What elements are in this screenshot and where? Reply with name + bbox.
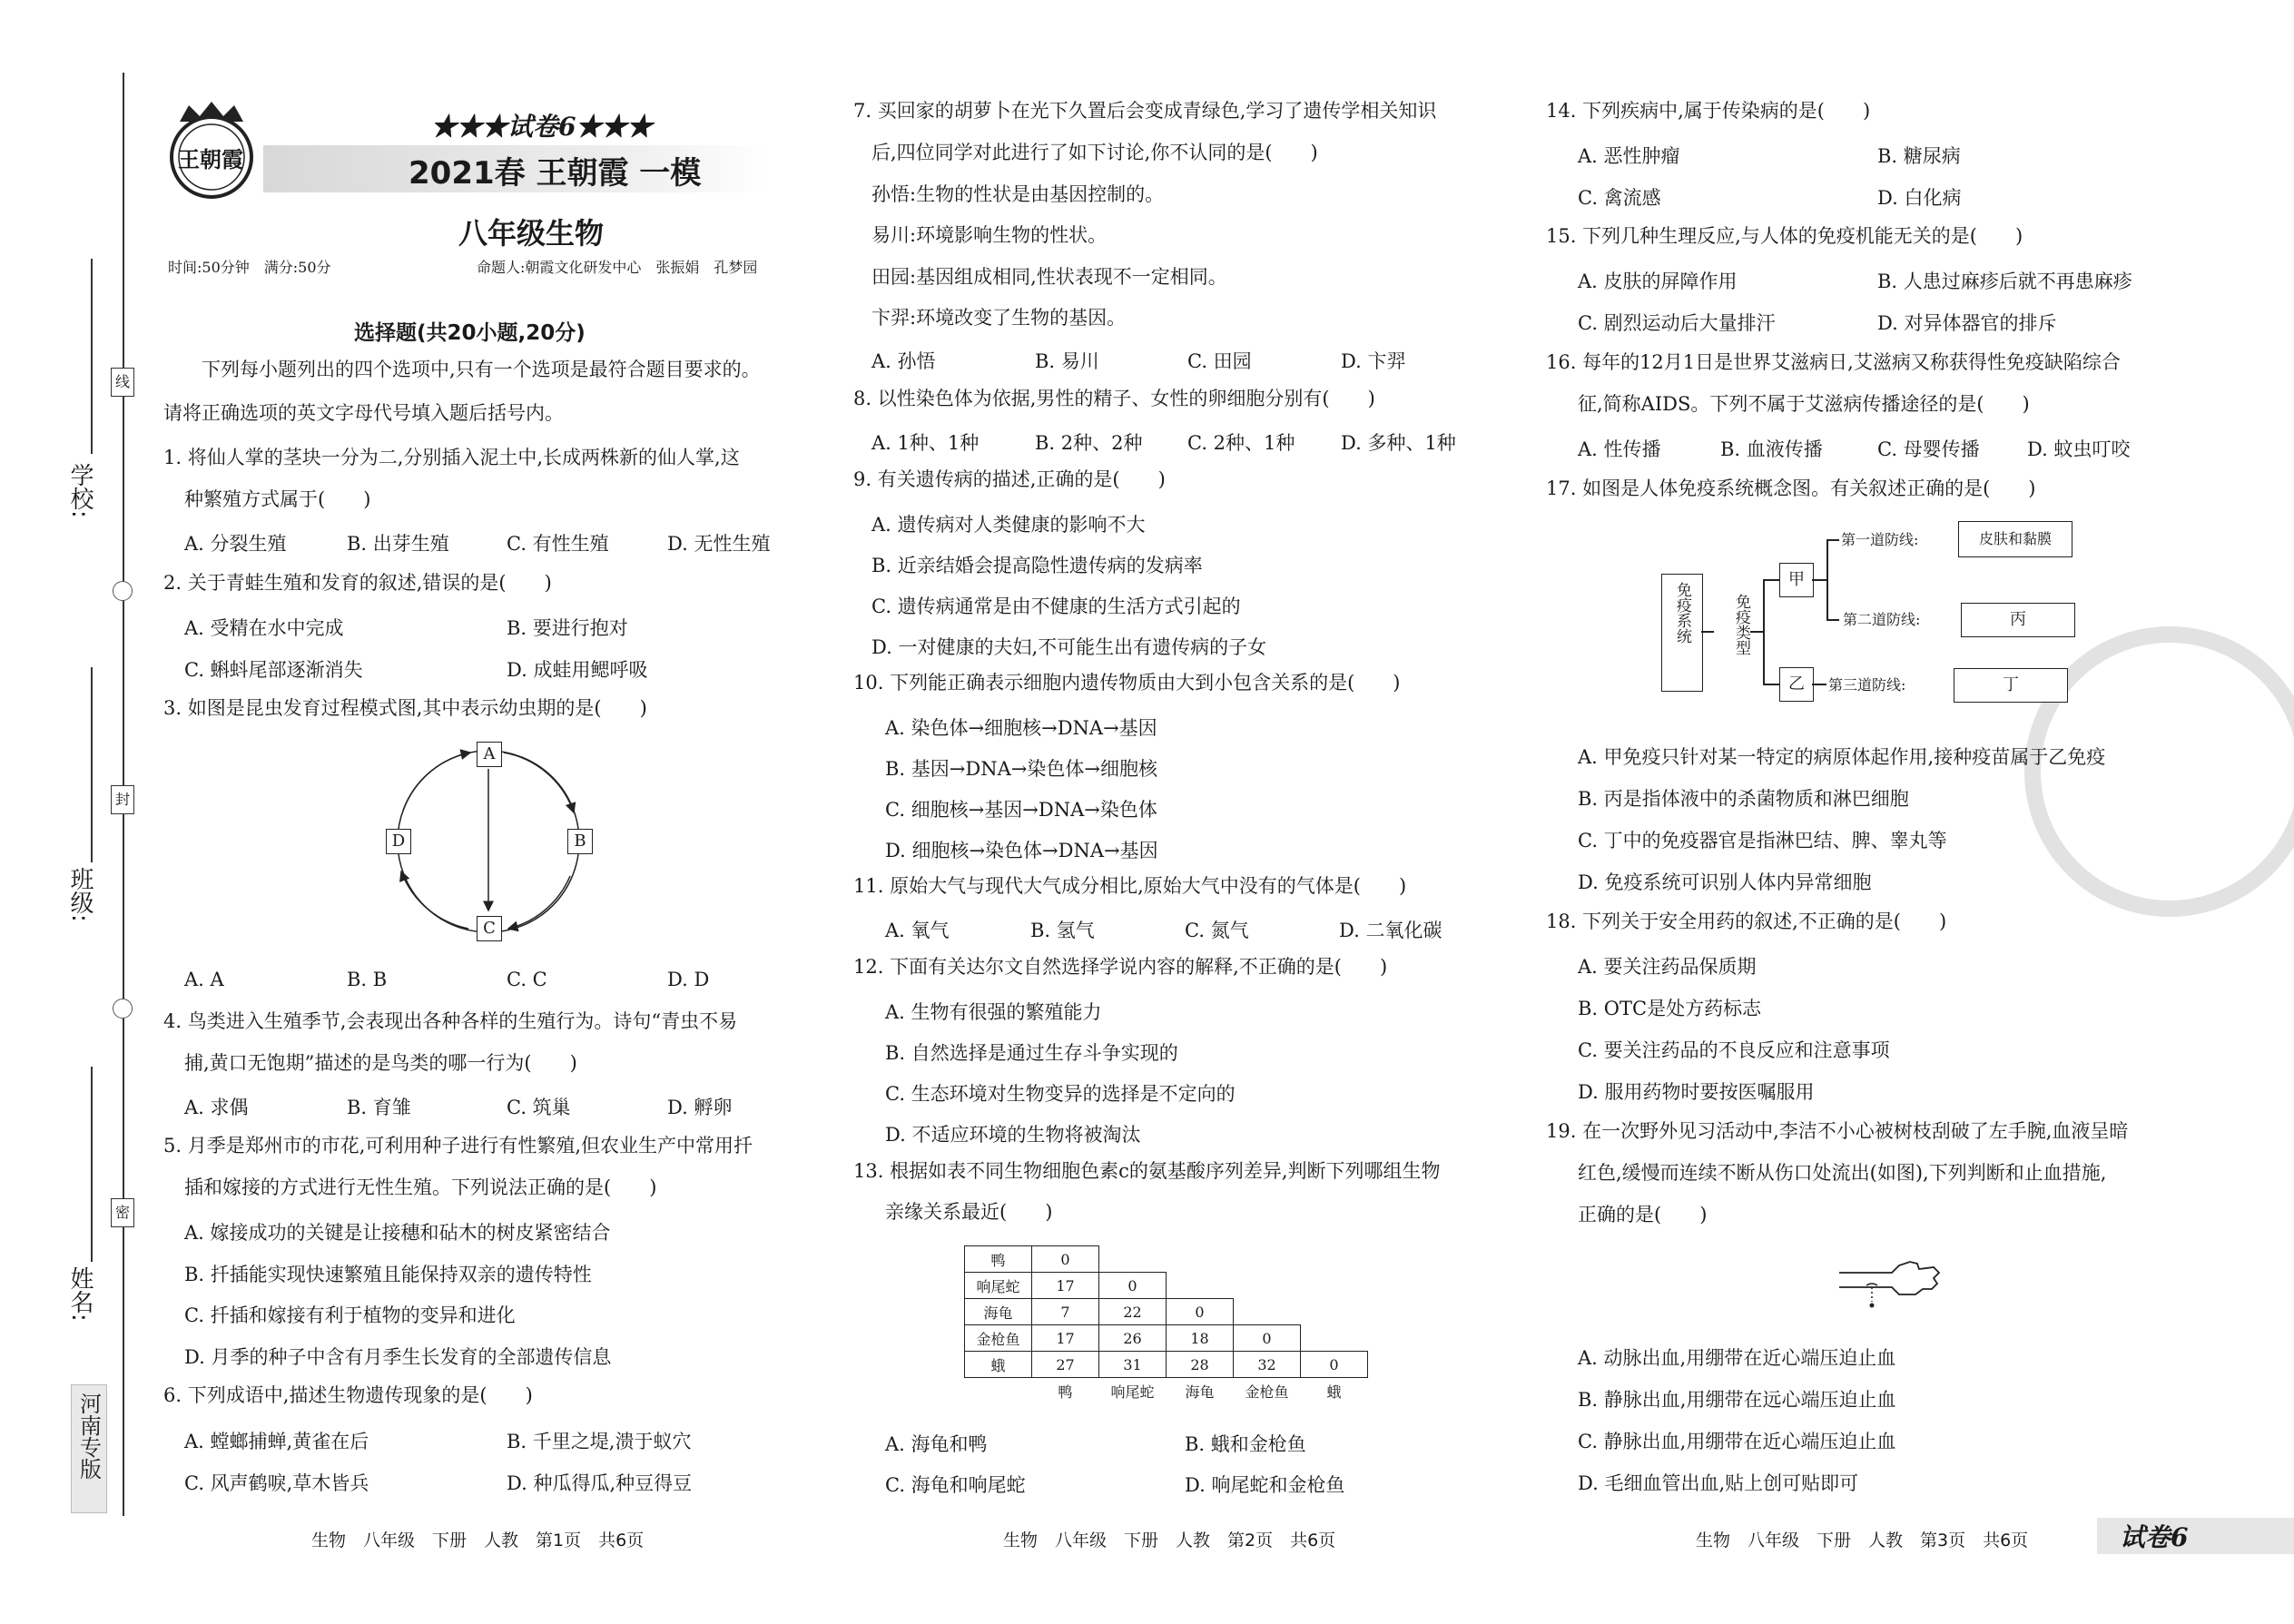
question-2-option-d[interactable]: D. 成蛙用鳃呼吸 — [507, 659, 648, 681]
question-14-option-a[interactable]: A. 恶性肿瘤 — [1578, 145, 1680, 167]
question-11-line-1: 11. 原始大气与现代大气成分相比,原始大气中没有的气体是( ) — [853, 875, 1407, 897]
question-7-line-1: 7. 买回家的胡萝卜在光下久置后会变成青绿色,学习了遗传学相关知识 — [853, 100, 1437, 122]
binding-mark-3: 密 — [111, 1198, 134, 1227]
question-12-option-c[interactable]: C. 生态环境对生物变异的选择是不定向的 — [885, 1083, 1236, 1105]
question-6-option-b[interactable]: B. 千里之堤,溃于蚁穴 — [507, 1431, 692, 1452]
question-5-option-a[interactable]: A. 嫁接成功的关键是让接穗和砧木的树皮紧密结合 — [184, 1222, 611, 1244]
question-16-option-c[interactable]: C. 母婴传播 — [1877, 438, 1980, 460]
school-label: 学校: — [66, 463, 94, 518]
question-18-option-c[interactable]: C. 要关注药品的不良反应和注意事项 — [1578, 1039, 1890, 1061]
question-7-option-c[interactable]: C. 田园 — [1187, 350, 1252, 372]
instructions-line-1: 下列每小题列出的四个选项中,只有一个选项是最符合题目要求的。 — [163, 359, 761, 380]
row-header: 鸭 — [965, 1246, 1032, 1273]
cycle-node-b: B — [567, 829, 593, 854]
question-16-option-a[interactable]: A. 性传播 — [1578, 438, 1661, 460]
defense-line-1-label: 第一道防线: — [1841, 531, 1919, 548]
section-title: 选择题(共20小题,20分) — [354, 321, 586, 345]
binding-mark-2: 封 — [111, 785, 134, 814]
yi-box: 乙 — [1779, 667, 1814, 702]
column-label: 金枪鱼 — [1245, 1383, 1289, 1401]
question-18-option-b[interactable]: B. OTC是处方药标志 — [1578, 998, 1762, 1019]
question-1-option-a[interactable]: A. 分裂生殖 — [184, 533, 287, 555]
question-17-option-a[interactable]: A. 甲免疫只针对某一特定的病原体起作用,接种疫苗属于乙免疫 — [1578, 746, 2106, 768]
question-10-line-1: 10. 下列能正确表示细胞内遗传物质由大到小包含关系的是( ) — [853, 672, 1401, 694]
question-16-option-d[interactable]: D. 蚊虫叮咬 — [2027, 438, 2131, 460]
exam-title: 2021春 王朝霞 一模 — [409, 155, 702, 192]
question-9-option-a[interactable]: A. 遗传病对人类健康的影响不大 — [871, 514, 1146, 536]
table-row — [965, 1325, 1368, 1352]
name-label: 姓名: — [66, 1266, 94, 1322]
wounded-hand-icon — [1836, 1245, 1944, 1309]
name-blank[interactable] — [91, 1067, 93, 1262]
logo — [153, 98, 271, 200]
class-blank[interactable] — [91, 667, 93, 862]
footer-page-1: 生物 八年级 下册 人教 第1页 共6页 — [311, 1530, 645, 1550]
amino-acid-table — [964, 1245, 1368, 1403]
question-10-option-a[interactable]: A. 染色体→细胞核→DNA→基因 — [885, 717, 1157, 739]
immune-system-text: 免疫系统 — [1673, 582, 1691, 644]
question-2-option-c[interactable]: C. 蝌蚪尾部逐渐消失 — [184, 659, 363, 681]
question-3-line-1: 3. 如图是昆虫发育过程模式图,其中表示幼虫期的是( ) — [163, 697, 647, 719]
table-cell: 18 — [1167, 1325, 1234, 1352]
question-14-option-b[interactable]: B. 糖尿病 — [1877, 145, 1961, 167]
question-16-option-b[interactable]: B. 血液传播 — [1720, 438, 1823, 460]
class-label: 班级: — [66, 867, 94, 922]
column-label: 响尾蛇 — [1110, 1383, 1155, 1401]
question-6-option-d[interactable]: D. 种瓜得瓜,种豆得豆 — [507, 1472, 693, 1494]
question-3-option-b[interactable]: B. B — [347, 969, 388, 990]
table-cell: 0 — [1099, 1273, 1167, 1299]
school-blank[interactable] — [91, 259, 93, 454]
table-column-labels — [965, 1378, 1368, 1404]
question-7-option-d[interactable]: D. 卞羿 — [1341, 350, 1406, 372]
question-13-option-d[interactable]: D. 响尾蛇和金枪鱼 — [1185, 1474, 1345, 1496]
question-10-option-c[interactable]: C. 细胞核→基因→DNA→染色体 — [885, 799, 1157, 821]
cycle-node-a: A — [477, 742, 502, 767]
question-11-option-b[interactable]: B. 氢气 — [1030, 920, 1095, 941]
question-18-line-1: 18. 下列关于安全用药的叙述,不正确的是( ) — [1546, 910, 1947, 932]
footer-page-3: 生物 八年级 下册 人教 第3页 共6页 — [1696, 1530, 2029, 1550]
table-row — [965, 1246, 1368, 1273]
column-label: 鸭 — [1058, 1383, 1073, 1401]
table-cell: 32 — [1234, 1352, 1301, 1378]
question-3-option-d[interactable]: D. D — [667, 969, 710, 990]
question-15-option-c[interactable]: C. 剧烈运动后大量排汗 — [1578, 312, 1776, 334]
question-5-option-b[interactable]: B. 扦插能实现快速繁殖且能保持双亲的遗传特性 — [184, 1264, 592, 1285]
immune-type-label: 免疫类型 — [1732, 594, 1750, 655]
question-1-option-d[interactable]: D. 无性生殖 — [667, 533, 771, 555]
question-12-option-b[interactable]: B. 自然选择是通过生存斗争实现的 — [885, 1042, 1178, 1064]
question-8-option-b[interactable]: B. 2种、2种 — [1035, 432, 1143, 454]
question-7-line-2: 后,四位同学对此进行了如下讨论,你不认同的是( ) — [871, 142, 1318, 163]
column-label: 海龟 — [1185, 1383, 1215, 1401]
question-1-option-b[interactable]: B. 出芽生殖 — [347, 533, 449, 555]
question-13-option-c[interactable]: C. 海龟和响尾蛇 — [885, 1474, 1026, 1496]
table-cell: 0 — [1301, 1352, 1368, 1378]
defense-line-2-label: 第二道防线: — [1843, 611, 1921, 628]
exam-meta-time: 时间:50分钟 满分:50分 — [168, 259, 331, 276]
question-11-option-c[interactable]: C. 氮气 — [1185, 920, 1249, 941]
question-10-option-d[interactable]: D. 细胞核→染色体→DNA→基因 — [885, 840, 1158, 861]
question-15-option-d[interactable]: D. 对异体器官的排斥 — [1877, 312, 2057, 334]
question-10-option-b[interactable]: B. 基因→DNA→染色体→细胞核 — [885, 758, 1157, 780]
question-6-option-c[interactable]: C. 风声鹤唳,草木皆兵 — [184, 1472, 369, 1494]
question-3-option-a[interactable]: A. A — [184, 969, 224, 990]
question-15-option-b[interactable]: B. 人患过麻疹后就不再患麻疹 — [1877, 271, 2132, 292]
question-9-option-c[interactable]: C. 遗传病通常是由不健康的生活方式引起的 — [871, 595, 1241, 617]
question-7-statement-3: 田园:基因组成相同,性状表现不一定相同。 — [871, 266, 1227, 288]
table-cell: 0 — [1234, 1325, 1301, 1352]
table-cell: 0 — [1032, 1246, 1099, 1273]
row-header: 响尾蛇 — [965, 1273, 1032, 1299]
question-7-statement-4: 卞羿:环境改变了生物的基因。 — [871, 307, 1127, 329]
table-cell: 27 — [1032, 1352, 1099, 1378]
question-5-line-2: 插和嫁接的方式进行无性生殖。下列说法正确的是( ) — [184, 1176, 657, 1198]
table-row — [965, 1352, 1368, 1378]
question-16-line-1: 16. 每年的12月1日是世界艾滋病日,艾滋病又称获得性免疫缺陷综合 — [1546, 351, 2121, 373]
question-12-option-a[interactable]: A. 生物有很强的繁殖能力 — [885, 1001, 1102, 1023]
question-8-line-1: 8. 以性染色体为依据,男性的精子、女性的卵细胞分别有( ) — [853, 388, 1375, 409]
table-cell: 0 — [1167, 1299, 1234, 1325]
question-13-line-1: 13. 根据如表不同生物细胞色素c的氨基酸序列差异,判断下列哪组生物 — [853, 1160, 1441, 1182]
question-7-statement-2: 易川:环境影响生物的性状。 — [871, 224, 1108, 246]
question-14-option-c[interactable]: C. 禽流感 — [1578, 187, 1661, 209]
column-label: 蛾 — [1326, 1383, 1342, 1401]
question-4-option-d[interactable]: D. 孵卵 — [667, 1097, 733, 1118]
question-17-option-b[interactable]: B. 丙是指体液中的杀菌物质和淋巴细胞 — [1578, 788, 1909, 810]
defense-line-2-box: 丙 — [1961, 603, 2075, 637]
question-2-option-a[interactable]: A. 受精在水中完成 — [184, 617, 344, 639]
question-19-line-1: 19. 在一次野外见习活动中,李洁不小心被树枝刮破了左手腕,血液呈暗 — [1546, 1120, 2129, 1142]
question-2-option-b[interactable]: B. 要进行抱对 — [507, 617, 628, 639]
jia-box: 甲 — [1779, 563, 1814, 597]
question-13-option-a[interactable]: A. 海龟和鸭 — [885, 1433, 988, 1455]
table-cell: 17 — [1032, 1325, 1099, 1352]
question-18-option-d[interactable]: D. 服用药物时要按医嘱服用 — [1578, 1081, 1815, 1103]
instructions-line-2: 请将正确选项的英文字母代号填入题后括号内。 — [163, 402, 564, 424]
row-header: 海龟 — [965, 1299, 1032, 1325]
insect-cycle-diagram — [372, 740, 599, 940]
cycle-node-d: D — [386, 829, 411, 854]
question-8-option-a[interactable]: A. 1种、1种 — [871, 432, 980, 454]
question-2-line-1: 2. 关于青蛙生殖和发育的叙述,错误的是( ) — [163, 572, 552, 594]
question-8-option-d[interactable]: D. 多种、1种 — [1341, 432, 1456, 454]
question-19-option-c[interactable]: C. 静脉出血,用绷带在近心端压迫止血 — [1578, 1431, 1896, 1452]
row-header: 金枪鱼 — [965, 1325, 1032, 1352]
question-12-option-d[interactable]: D. 不适应环境的生物将被淘汰 — [885, 1124, 1141, 1146]
question-19-option-b[interactable]: B. 静脉出血,用绷带在远心端压迫止血 — [1578, 1389, 1896, 1411]
question-4-line-2: 捕,黄口无饱期”描述的是鸟类的哪一行为( ) — [184, 1052, 577, 1074]
binding-mark-1: 线 — [111, 368, 134, 397]
question-4-option-c[interactable]: C. 筑巢 — [507, 1097, 571, 1118]
question-1-line-1: 1. 将仙人掌的茎块一分为二,分别插入泥土中,长成两株新的仙人掌,这 — [163, 447, 740, 468]
defense-line-1-box: 皮肤和黏膜 — [1958, 521, 2072, 557]
question-11-option-a[interactable]: A. 氧气 — [885, 920, 950, 941]
question-7-option-a[interactable]: A. 孙悟 — [871, 350, 936, 372]
question-19-line-2: 红色,缓慢而连续不断从伤口处流出(如图),下列判断和止血措施, — [1578, 1162, 2107, 1184]
question-6-line-1: 6. 下列成语中,描述生物遗传现象的是( ) — [163, 1384, 533, 1406]
table-cell: 22 — [1099, 1299, 1167, 1325]
question-7-option-b[interactable]: B. 易川 — [1035, 350, 1099, 372]
question-4-option-a[interactable]: A. 求偶 — [184, 1097, 249, 1118]
question-19-option-a[interactable]: A. 动脉出血,用绷带在近心端压迫止血 — [1578, 1347, 1896, 1369]
subject-title: 八年级生物 — [458, 216, 605, 251]
question-4-option-b[interactable]: B. 育雏 — [347, 1097, 411, 1118]
question-8-option-c[interactable]: C. 2种、1种 — [1187, 432, 1295, 454]
punch-hole-icon — [113, 581, 133, 601]
question-1-line-2: 种繁殖方式属于( ) — [184, 488, 371, 510]
table-cell: 17 — [1032, 1273, 1099, 1299]
question-4-line-1: 4. 鸟类进入生殖季节,会表现出各种各样的生殖行为。诗句“青虫不易 — [163, 1010, 738, 1032]
table-row — [965, 1273, 1368, 1299]
question-9-option-b[interactable]: B. 近亲结婚会提高隐性遗传病的发病率 — [871, 555, 1203, 576]
question-6-option-a[interactable]: A. 螳螂捕蝉,黄雀在后 — [184, 1431, 369, 1452]
question-17-line-1: 17. 如图是人体免疫系统概念图。有关叙述正确的是( ) — [1546, 477, 2036, 499]
question-5-option-d[interactable]: D. 月季的种子中含有月季生长发育的全部遗传信息 — [184, 1346, 612, 1368]
question-9-line-1: 9. 有关遗传病的描述,正确的是( ) — [853, 468, 1166, 490]
table-cell: 7 — [1032, 1299, 1099, 1325]
edition-text: 河南专版 — [75, 1393, 102, 1480]
question-7-statement-1: 孙悟:生物的性状是由基因控制的。 — [871, 183, 1165, 205]
question-5-line-1: 5. 月季是郑州市的市花,可利用种子进行有性繁殖,但农业生产中常用扦 — [163, 1135, 753, 1156]
question-11-option-d[interactable]: D. 二氧化碳 — [1339, 920, 1442, 941]
immune-system-diagram — [1661, 519, 2079, 723]
footer-page-2: 生物 八年级 下册 人教 第2页 共6页 — [1003, 1530, 1336, 1550]
question-3-option-c[interactable]: C. C — [507, 969, 547, 990]
question-18-option-a[interactable]: A. 要关注药品保质期 — [1578, 956, 1757, 978]
question-14-line-1: 14. 下列疾病中,属于传染病的是( ) — [1546, 100, 1871, 122]
question-13-option-b[interactable]: B. 蛾和金枪鱼 — [1185, 1433, 1306, 1455]
cycle-node-c: C — [477, 916, 502, 941]
question-16-line-2: 征,简称AIDS。下列不属于艾滋病传播途径的是( ) — [1578, 393, 2030, 415]
question-9-option-d[interactable]: D. 一对健康的夫妇,不可能生出有遗传病的子女 — [871, 636, 1267, 658]
table-row — [965, 1299, 1368, 1325]
row-header: 蛾 — [965, 1352, 1032, 1378]
question-19-option-d[interactable]: D. 毛细血管出血,贴上创可贴即可 — [1578, 1472, 1859, 1494]
defense-line-3-box: 丁 — [1954, 668, 2068, 703]
immune-system-box — [1661, 574, 1703, 692]
punch-hole-icon — [113, 999, 133, 1019]
table-cell: 26 — [1099, 1325, 1167, 1352]
question-12-line-1: 12. 下面有关达尔文自然选择学说内容的解释,不正确的是( ) — [853, 956, 1388, 978]
question-14-option-d[interactable]: D. 白化病 — [1877, 187, 1962, 209]
exam-meta-authors: 命题人:朝霞文化研发中心 张振娟 孔梦园 — [477, 259, 758, 276]
table-cell: 28 — [1167, 1352, 1234, 1378]
defense-line-3-label: 第三道防线: — [1828, 676, 1906, 694]
paper-label: 试卷6 — [2120, 1522, 2189, 1552]
question-15-line-1: 15. 下列几种生理反应,与人体的免疫机能无关的是( ) — [1546, 225, 2023, 247]
question-15-option-a[interactable]: A. 皮肤的屏障作用 — [1578, 271, 1738, 292]
question-5-option-c[interactable]: C. 扦插和嫁接有利于植物的变异和进化 — [184, 1304, 516, 1326]
logo-text: 王朝霞 — [178, 146, 243, 172]
question-17-option-d[interactable]: D. 免疫系统可识别人体内异常细胞 — [1578, 871, 1872, 893]
edition-badge — [71, 1384, 107, 1513]
question-13-line-2: 亲缘关系最近( ) — [885, 1201, 1053, 1223]
question-1-option-c[interactable]: C. 有性生殖 — [507, 533, 609, 555]
table-cell: 31 — [1099, 1352, 1167, 1378]
paper-tag: ★★★试卷6★★★ — [431, 112, 653, 142]
question-19-line-3: 正确的是( ) — [1578, 1204, 1708, 1225]
question-17-option-c[interactable]: C. 丁中的免疫器官是指淋巴结、脾、睾丸等 — [1578, 830, 1947, 851]
